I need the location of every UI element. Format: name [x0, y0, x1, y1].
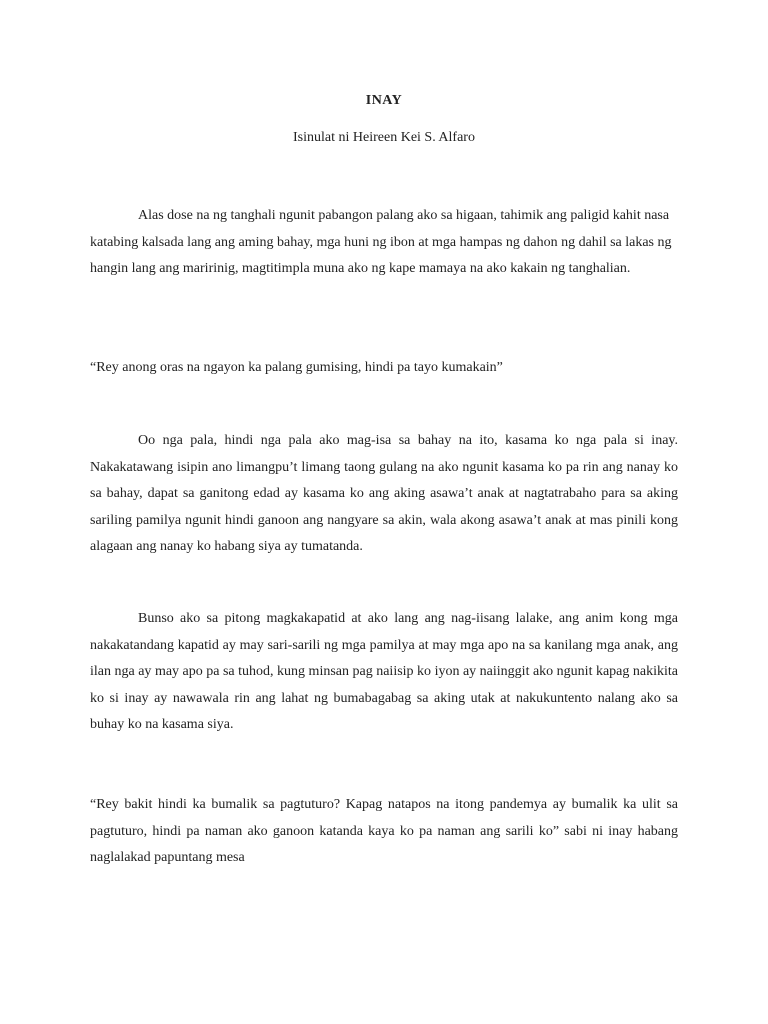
document-title: INAY	[365, 93, 403, 108]
paragraph-5-dialogue: “Rey bakit hindi ka bumalik sa pagtuturo? Kapag natapos na itong pandemya ay bumalik ka ulit sa pagtuturo, hindi pa naman ako ganoon katanda kaya ko pa naman ang sarili ko” sabi ni inay habang naglalakad papuntang mesa	[90, 797, 678, 865]
paragraph-4: Bunso ako sa pitong magkakapatid at ako lang ang nag-iisang lalake, ang anim kong mga nakakatandang kapatid ay may sari-sarili ng mga pamilya at may mga apo na sa kanilang mga anak, ang ilan nga ay may apo pa sa tuhod, kung minsan pag naiisip ko iyon ay naiinggit ako ngunit kapag nakikita ko si inay ay nawawala rin ang lahat ng bumabagabag sa aking utak at nakukuntento nalang ako sa buhay ko na kasama siya.	[90, 611, 678, 732]
document-byline: Isinulat ni Heireen Kei S. Alfaro	[293, 130, 475, 145]
paragraph-1: Alas dose na ng tanghali ngunit pabangon palang ako sa higaan, tahimik ang paligid kahit nasa katabing kalsada lang ang aming bahay, mga huni ng ibon at mga hampas ng dahon ng dahil sa lakas ng hangin lang ang maririnig, magtitimpla muna ako ng kape mamaya na ako kakain ng tanghalian.	[90, 208, 672, 276]
paragraph-2-dialogue: “Rey anong oras na ngayon ka palang gumising, hindi pa tayo kumakain”	[90, 360, 503, 375]
paragraph-3: Oo nga pala, hindi nga pala ako mag-isa sa bahay na ito, kasama ko nga pala si inay. Nakakatawang isipin ano limangpu’t limang taong gulang na ako ngunit kasama ko pa rin ang nanay ko sa bahay, dapat sa ganitong edad ay kasama ko ang aking asawa’t anak at nagtatrabaho para sa aking sariling pamilya ngunit hindi ganoon ang nangyare sa akin, wala akong asawa’t anak at mas pinili kong alagaan ang nanay ko habang siya ay tumatanda.	[90, 433, 678, 554]
